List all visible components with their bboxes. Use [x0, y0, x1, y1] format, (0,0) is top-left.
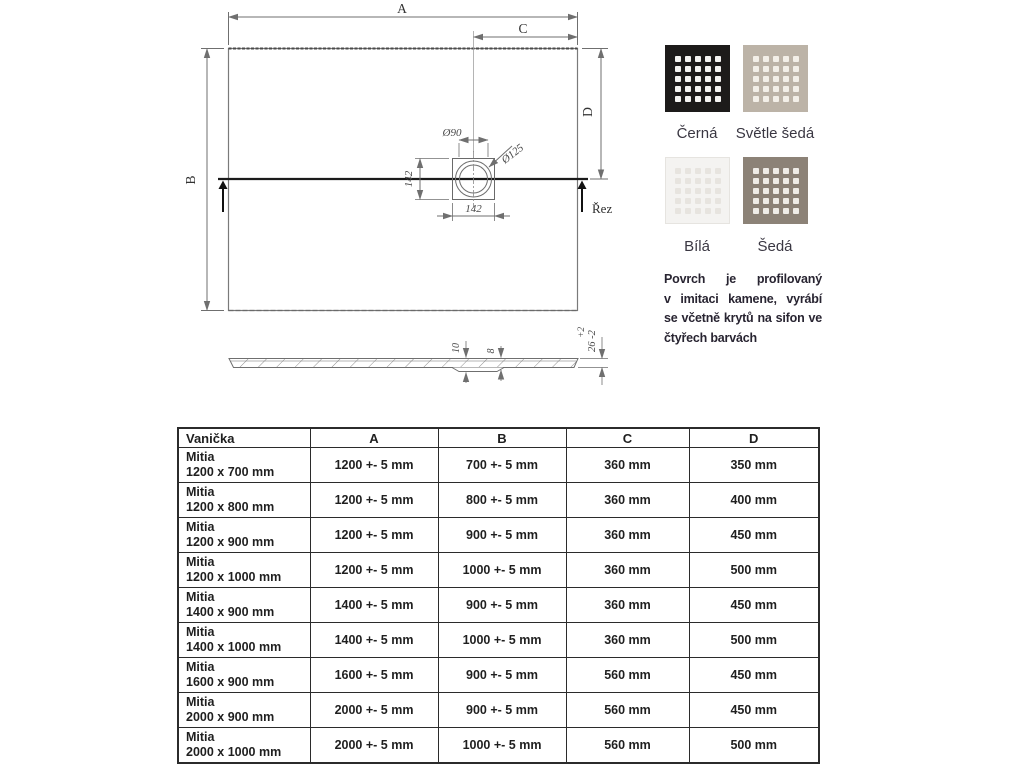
dimension-profile-thickness	[577, 327, 608, 385]
cell-b: 700 +- 5 mm	[438, 448, 566, 483]
swatch-white	[665, 157, 730, 224]
col-header-d: D	[689, 428, 819, 448]
cell-d: 500 mm	[689, 553, 819, 588]
cell-a: 2000 +- 5 mm	[310, 693, 438, 728]
cell-d: 450 mm	[689, 588, 819, 623]
swatch-label-white: Bílá	[684, 238, 710, 255]
drain-cover-dots	[753, 168, 799, 214]
col-header-product: Vanička	[178, 428, 310, 448]
section-profile	[229, 359, 578, 372]
cell-product: Mitia 1600 x 900 mm	[178, 658, 310, 693]
section-label: Řez	[592, 201, 613, 216]
cell-b: 900 +- 5 mm	[438, 693, 566, 728]
swatch-black	[665, 45, 730, 112]
profile-thickness-label: 26 -2	[587, 330, 598, 352]
drain-cover-dots	[675, 56, 721, 102]
cell-d: 450 mm	[689, 518, 819, 553]
cell-b: 1000 +- 5 mm	[438, 623, 566, 658]
col-header-b: B	[438, 428, 566, 448]
table-row	[178, 728, 819, 764]
dim-c-label: C	[518, 21, 528, 36]
table-row	[178, 693, 819, 728]
cell-a: 1400 +- 5 mm	[310, 623, 438, 658]
table-header-row	[178, 428, 819, 448]
drain-inner-label: Ø90	[442, 127, 462, 139]
cell-b: 1000 +- 5 mm	[438, 553, 566, 588]
cell-b: 1000 +- 5 mm	[438, 728, 566, 764]
cell-b: 800 +- 5 mm	[438, 483, 566, 518]
description-line: se včetně krytů na sifon ve	[664, 311, 822, 325]
cell-a: 1600 +- 5 mm	[310, 658, 438, 693]
table-row	[178, 588, 819, 623]
cell-a: 1200 +- 5 mm	[310, 483, 438, 518]
cell-a: 2000 +- 5 mm	[310, 728, 438, 764]
cell-product: Mitia 2000 x 900 mm	[178, 693, 310, 728]
swatch-light-gray	[743, 45, 808, 112]
dim-a-label: A	[397, 1, 407, 16]
surface-description	[664, 270, 822, 348]
cell-b: 900 +- 5 mm	[438, 588, 566, 623]
swatch-label-black: Černá	[676, 125, 718, 142]
profile-tolerance-plus-label: +2	[577, 326, 587, 338]
cell-a: 1400 +- 5 mm	[310, 588, 438, 623]
dim-b-label: B	[183, 175, 198, 185]
table-row	[178, 553, 819, 588]
cell-d: 500 mm	[689, 728, 819, 764]
cell-b: 900 +- 5 mm	[438, 658, 566, 693]
description-line: čtyřech barvách	[664, 330, 757, 345]
technical-drawing	[0, 0, 660, 420]
cell-d: 350 mm	[689, 448, 819, 483]
cell-product: Mitia 2000 x 1000 mm	[178, 728, 310, 764]
cell-product: Mitia 1200 x 800 mm	[178, 483, 310, 518]
dimension-b	[183, 49, 224, 311]
drain-cover-dots	[753, 56, 799, 102]
cell-a: 1200 +- 5 mm	[310, 448, 438, 483]
cell-product: Mitia 1400 x 1000 mm	[178, 623, 310, 658]
dimension-table	[177, 427, 820, 764]
table-row	[178, 623, 819, 658]
cell-product: Mitia 1200 x 900 mm	[178, 518, 310, 553]
cell-a: 1200 +- 5 mm	[310, 518, 438, 553]
cell-d: 450 mm	[689, 693, 819, 728]
cell-product: Mitia 1200 x 1000 mm	[178, 553, 310, 588]
drain-width-label: 142	[465, 203, 482, 215]
profile-depth-8-label: 8	[486, 348, 497, 354]
dimension-d	[580, 49, 608, 180]
table-row	[178, 658, 819, 693]
cell-a: 1200 +- 5 mm	[310, 553, 438, 588]
cell-c: 560 mm	[566, 658, 689, 693]
cell-d: 400 mm	[689, 483, 819, 518]
section-arrow-left	[219, 181, 228, 190]
cell-c: 560 mm	[566, 693, 689, 728]
cell-c: 360 mm	[566, 448, 689, 483]
description-line: v imitaci kamene, vyrábí	[664, 291, 822, 306]
table-row	[178, 518, 819, 553]
cell-b: 900 +- 5 mm	[438, 518, 566, 553]
cell-c: 360 mm	[566, 518, 689, 553]
cell-c: 360 mm	[566, 623, 689, 658]
table-row	[178, 483, 819, 518]
description-line: Povrch je profilovaný	[664, 272, 822, 286]
cell-c: 560 mm	[566, 728, 689, 764]
cell-product: Mitia 1200 x 700 mm	[178, 448, 310, 483]
table-row	[178, 448, 819, 483]
cell-d: 450 mm	[689, 658, 819, 693]
section-arrow-right	[578, 181, 587, 190]
cell-d: 500 mm	[689, 623, 819, 658]
cell-c: 360 mm	[566, 483, 689, 518]
swatch-label-light-gray: Světle šedá	[735, 125, 815, 142]
dim-d-label: D	[580, 107, 595, 117]
cell-c: 360 mm	[566, 588, 689, 623]
cell-product: Mitia 1400 x 900 mm	[178, 588, 310, 623]
cell-c: 360 mm	[566, 553, 689, 588]
col-header-a: A	[310, 428, 438, 448]
swatch-label-gray: Šedá	[757, 238, 793, 255]
drain-cover-dots	[675, 168, 721, 214]
drain-height-label: 142	[403, 170, 415, 188]
profile-depth-10-label: 10	[451, 343, 462, 353]
drain-outer-label: Ø125	[499, 141, 527, 167]
swatch-gray	[743, 157, 808, 224]
col-header-c: C	[566, 428, 689, 448]
